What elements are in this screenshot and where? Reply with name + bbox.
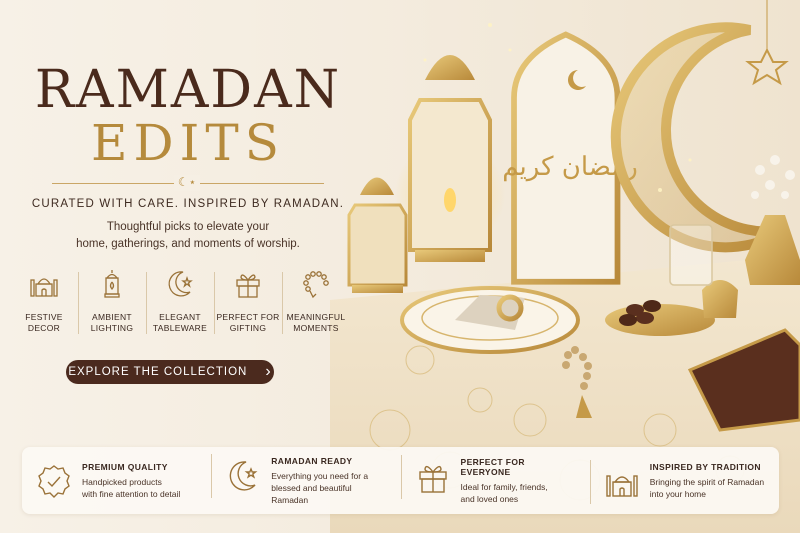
- subtitle-line-2: home, gatherings, and moments of worship.: [76, 238, 300, 250]
- title-edits: EDITS: [91, 114, 285, 172]
- title-ramadan: RAMADAN: [34, 60, 342, 120]
- benefit-title: RAMADAN READY: [271, 455, 353, 466]
- benefit-title: PERFECT FOR EVERYONE: [460, 456, 525, 477]
- cta-label: EXPLORE THE COLLECTION: [68, 366, 248, 378]
- benefit-ramadan-ready: [211, 456, 400, 506]
- feature-label-line1: PERFECT FOR: [216, 312, 280, 322]
- feature-label: [146, 312, 214, 334]
- crescent-star-icon: [225, 458, 261, 494]
- benefit-desc-line2: with fine attention to detail: [82, 488, 181, 499]
- calligraphy-text: رمضان كريم: [502, 152, 638, 182]
- chevron-right-icon: ›: [265, 363, 272, 380]
- benefit-desc-line1: Bringing the spirit of Ramadan: [649, 476, 765, 487]
- benefit-title: INSPIRED BY TRADITION: [649, 461, 761, 472]
- feature-ambient-lighting: [78, 268, 146, 343]
- benefit-perfect-for-everyone: [401, 457, 590, 505]
- feature-festive-decor: [10, 268, 78, 343]
- benefit-desc-line2: into your home: [649, 488, 706, 499]
- gift-icon: [232, 268, 264, 300]
- lantern-icon: [96, 268, 128, 300]
- feature-label-line2: TABLEWARE: [152, 323, 208, 333]
- features-row: [10, 268, 350, 343]
- feature-label-line2: DECOR: [27, 323, 61, 333]
- feature-label: [214, 312, 282, 334]
- feature-elegant-tableware: [146, 268, 214, 343]
- benefit-desc-line1: Handpicked products: [82, 476, 162, 487]
- mosque-icon: [28, 268, 60, 300]
- subtitle: [40, 219, 336, 253]
- feature-label-line2: MOMENTS: [293, 323, 339, 333]
- feature-label: [10, 312, 78, 334]
- feature-perfect-for-gifting: [214, 268, 282, 343]
- subtitle-line-1: Thoughtful picks to elevate your: [106, 221, 270, 233]
- feature-label-line1: MEANINGFUL: [286, 312, 346, 322]
- benefits-bar: [22, 447, 779, 514]
- explore-collection-button[interactable]: [66, 360, 274, 384]
- crescent-star-icon: ☾⋆: [174, 175, 200, 191]
- crescent-star-icon: [164, 268, 196, 300]
- prayer-beads-icon: [300, 268, 332, 300]
- feature-label-line1: AMBIENT: [92, 312, 132, 322]
- benefit-desc-line1: Ideal for family, friends,: [460, 481, 548, 492]
- feature-label-line2: GIFTING: [229, 323, 267, 333]
- feature-label: [78, 312, 146, 334]
- benefit-inspired-by-tradition: [590, 462, 779, 500]
- tagline: CURATED WITH CARE. INSPIRED BY RAMADAN.: [31, 198, 345, 210]
- feature-label-line2: LIGHTING: [90, 323, 134, 333]
- feature-label-line1: FESTIVE: [25, 312, 63, 322]
- feature-meaningful-moments: [282, 268, 350, 343]
- feature-label: [282, 312, 350, 334]
- benefit-title: PREMIUM QUALITY: [82, 461, 168, 472]
- feature-label-line1: ELEGANT: [159, 312, 201, 322]
- gift-icon: [415, 459, 451, 495]
- benefit-desc-line2: blessed and beautiful Ramadan: [271, 482, 352, 505]
- benefit-desc-line2: and loved ones: [460, 493, 519, 504]
- benefit-desc-line1: Everything you need for a: [271, 470, 369, 481]
- benefit-premium-quality: [22, 462, 211, 500]
- quality-badge-icon: [36, 464, 72, 500]
- mosque-icon: [604, 464, 640, 500]
